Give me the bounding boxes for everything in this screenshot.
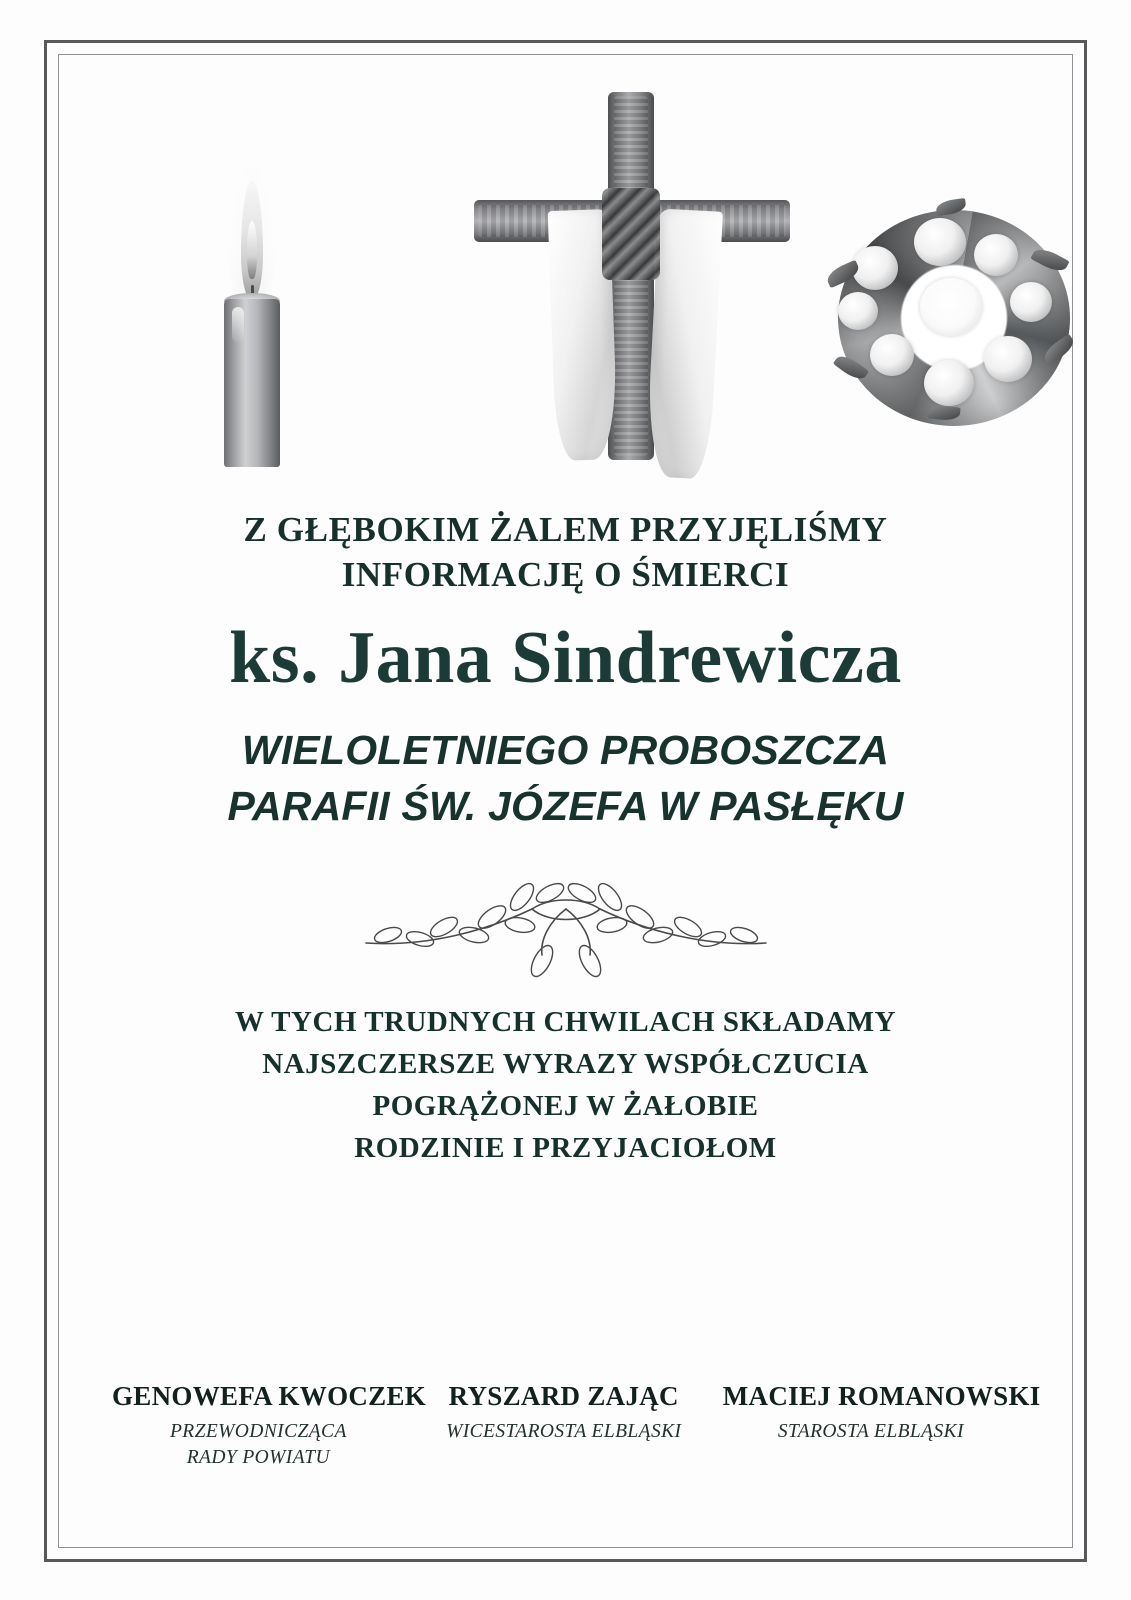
wreath-flower [924,360,974,406]
signatory-name: GENOWEFA KWOCZEK [112,1381,427,1412]
candle-wax-drip [232,307,244,343]
signatory-title [439,1419,689,1444]
notice-content [42,44,1089,1556]
cross-with-shroud-icon [466,92,796,464]
cross-rope-binding [602,188,660,280]
lead-line-2: INFORMACJĘ O ŚMIERCI [341,554,790,594]
wreath-flower [852,246,898,290]
lead-line-1: Z GŁĘBOKIM ŻALEM PRZYJĘLIŚMY [243,510,888,549]
funeral-wreath-icon [824,200,1084,440]
signatory-title-line-1: WICESTAROSTA ELBLĄSKI [446,1421,682,1443]
signatory-title-line-2: RADY POWIATU [186,1446,331,1468]
lead-statement [244,508,888,598]
signature-block [42,1381,1089,1470]
condolence-line-3: POGRĄŻONEJ W ŻAŁOBIE [372,1089,759,1122]
signatory-name: RYSZARD ZAJĄC [448,1381,679,1412]
role-line-1: WIELOLETNIEGO PROBOSZCZA [241,727,890,774]
candle-flame-inner [247,221,257,279]
condolence-line-1: W TYCH TRUDNYCH CHWILACH SKŁADAMY [234,1005,896,1038]
signatory-title-line-1: PRZEWODNICZĄCA [169,1421,347,1443]
wreath-flower [984,336,1032,382]
signatory-title [112,1419,405,1470]
wreath-flower-center [920,278,982,336]
signatory [112,1381,427,1470]
role-line-2: PARAFII ŚW. JÓZEFA W PASŁĘKU [227,783,904,830]
signatory-title [723,1419,1019,1444]
condolence-text [235,1001,896,1169]
condolence-line-4: RODZINIE I PRZYJACIOŁOM [354,1131,777,1164]
imagery-row [82,82,1049,482]
wreath-flower [838,292,878,330]
candle-icon [202,167,312,447]
wreath-flower [870,334,914,376]
deceased-role [227,723,903,835]
laurel-branch-ornament-icon [336,869,796,979]
signatory [722,1381,1041,1470]
deceased-name: ks. Jana Sindrewicza [229,616,902,699]
wreath-flower [1010,282,1052,322]
wreath-flower [914,218,966,266]
signatory [439,1381,689,1470]
wreath-flower [974,234,1018,276]
signatory-name: MACIEJ ROMANOWSKI [722,1381,1041,1412]
signatory-title-line-1: STAROSTA ELBLĄSKI [777,1421,964,1443]
condolence-line-2: NAJSZCZERSZE WYRAZY WSPÓŁCZUCIA [262,1047,869,1080]
